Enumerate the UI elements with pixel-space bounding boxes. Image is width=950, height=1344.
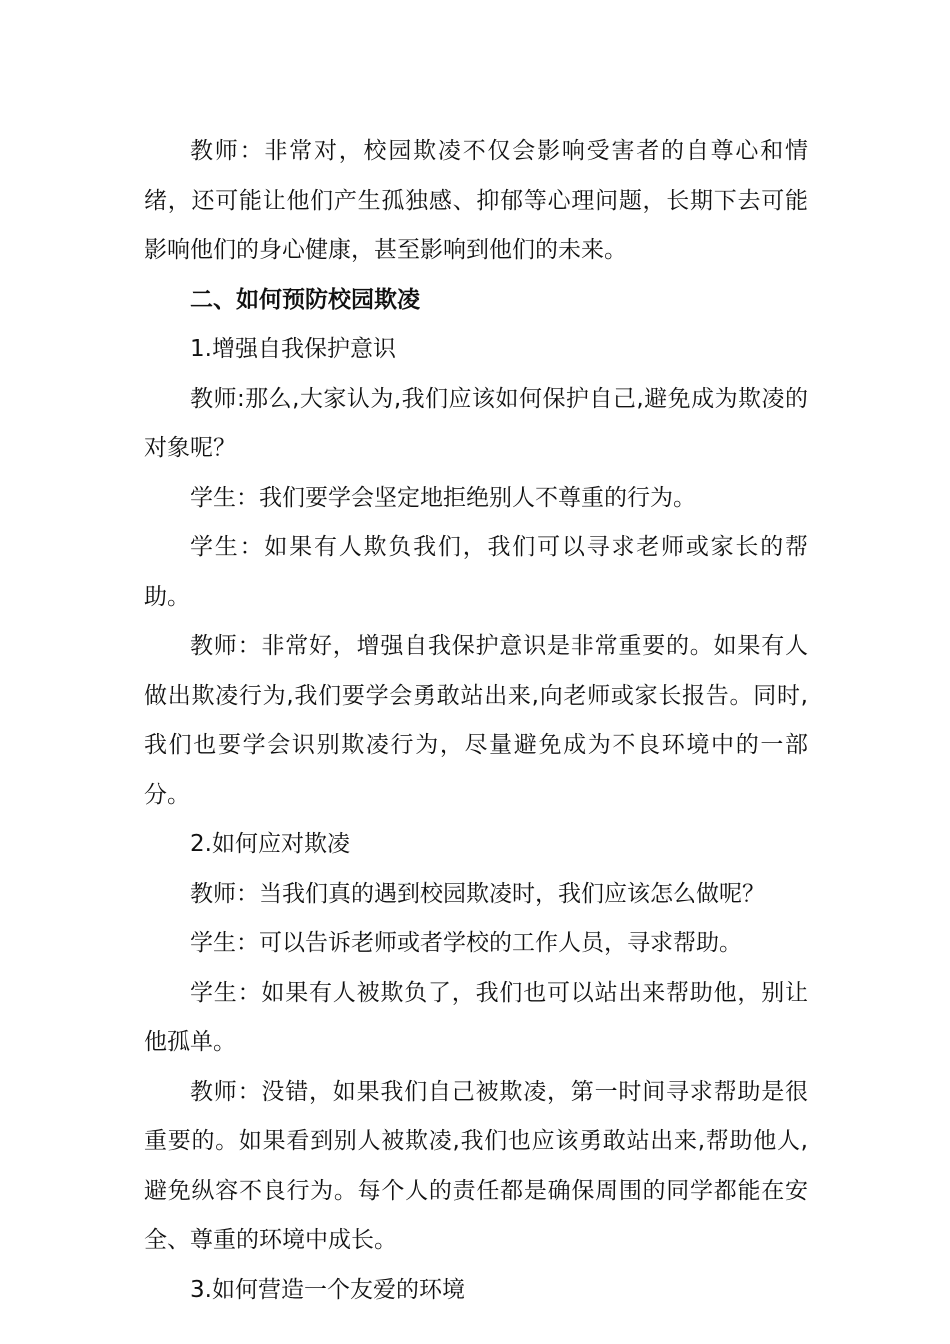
paragraph-teacher-response: 教师：没错，如果我们自己被欺凌，第一时间寻求帮助是很重要的。如果看到别人被欺凌,我们也应该勇敢站出来,帮助他人,避免纵容不良行为。每个人的责任都是确保周围的同学都能在安全、尊重的环境中成长。 (144, 1078, 808, 1253)
paragraph-teacher-question-response: 教师：当我们真的遇到校园欺凌时，我们应该怎么做呢？ (190, 880, 765, 907)
subheading-self-protection: 1.增强自我保护意识 (190, 336, 396, 362)
paragraph-teacher-question-protection: 教师:那么,大家认为,我们应该如何保护自己,避免成为欺凌的对象呢？ (144, 385, 808, 461)
paragraph-teacher-self-protection: 教师：非常好，增强自我保护意识是非常重要的。如果有人做出欺凌行为,我们要学会勇敢站出来,向老师或家长报告。同时,我们也要学会识别欺凌行为，尽量避免成为不良环境中的一部分。 (144, 633, 808, 808)
subheading-response: 2.如何应对欺凌 (190, 831, 350, 857)
paragraph-student-answer-refuse: 学生：我们要学会坚定地拒绝别人不尊重的行为。 (190, 484, 696, 511)
subheading-friendly-environment: 3.如何营造一个友爱的环境 (190, 1276, 465, 1303)
section-heading-prevention: 二、如何预防校园欺凌 (190, 286, 420, 313)
paragraph-teacher-impact: 教师：非常对，校园欺凌不仅会影响受害者的自尊心和情绪，还可能让他们产生孤独感、抑郁等心理问题，长期下去可能影响他们的身心健康，甚至影响到他们的未来。 (144, 138, 808, 263)
paragraph-student-answer-tell-teacher: 学生：可以告诉老师或者学校的工作人员，寻求帮助。 (190, 930, 742, 956)
document-body (144, 127, 808, 1315)
paragraph-student-answer-stand-up: 学生：如果有人被欺负了，我们也可以站出来帮助他，别让他孤单。 (144, 979, 808, 1055)
paragraph-student-answer-seek-help: 学生：如果有人欺负我们，我们可以寻求老师或家长的帮助。 (144, 534, 808, 610)
